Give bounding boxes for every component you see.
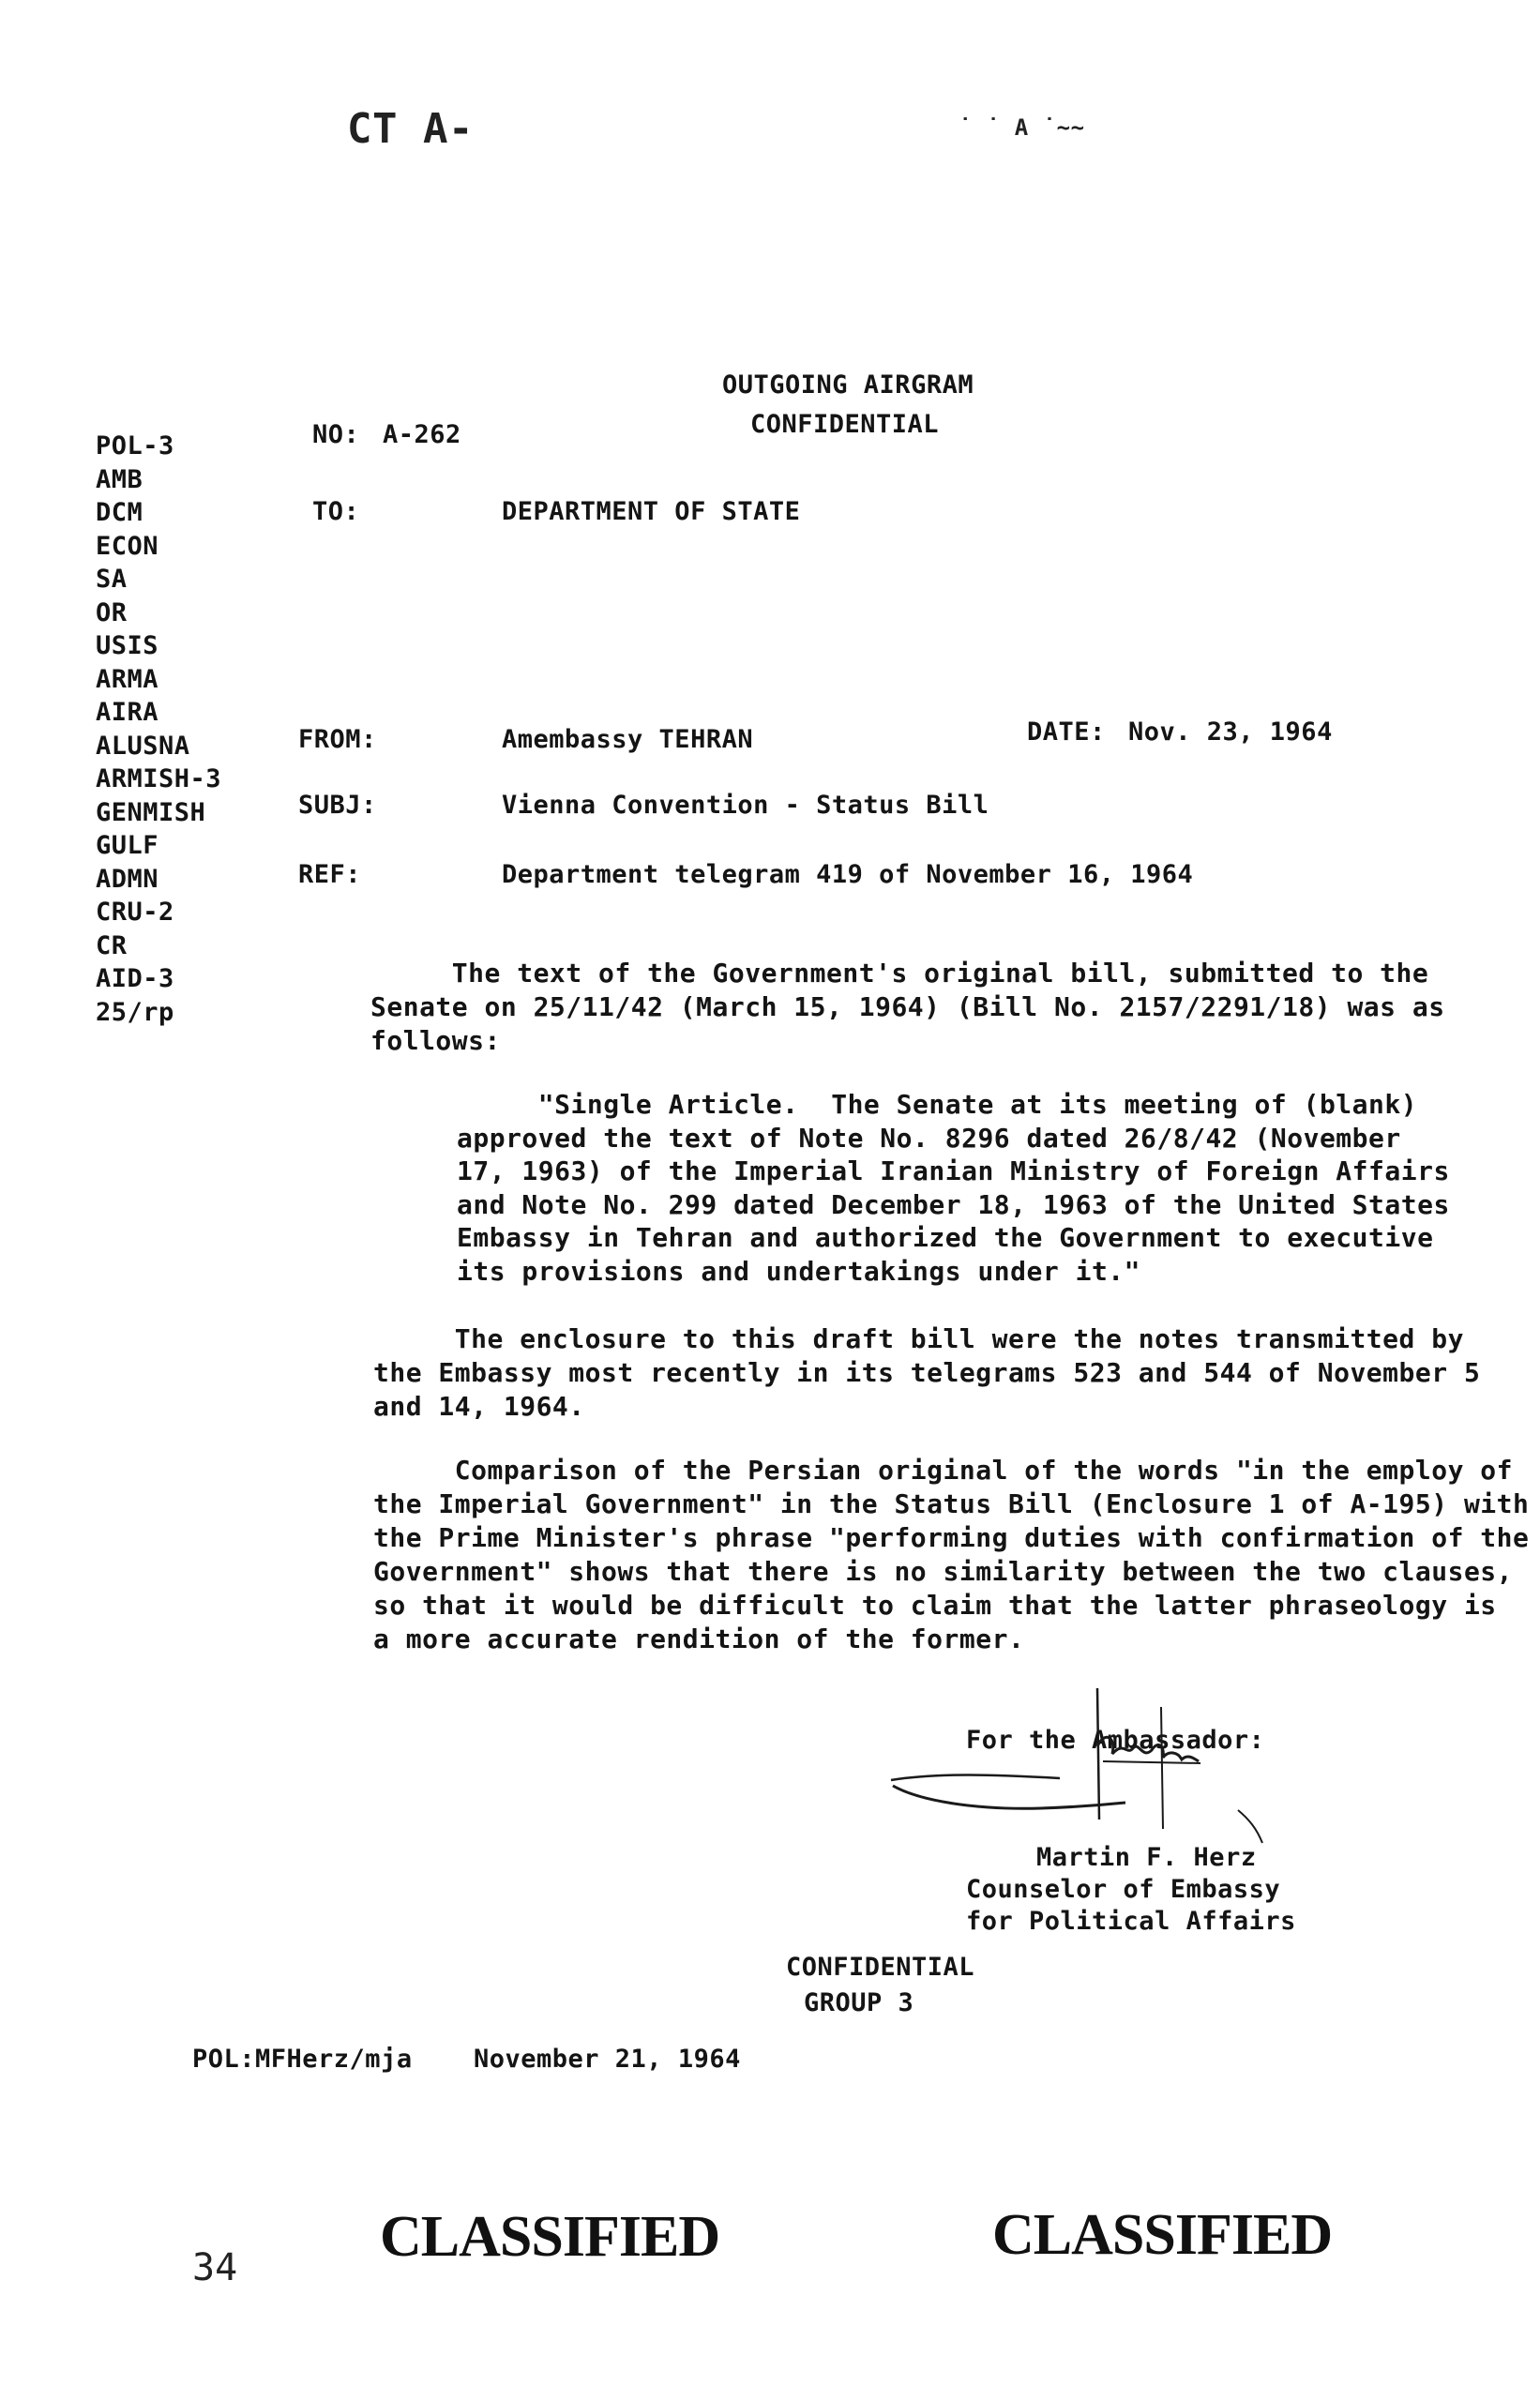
body-paragraph-3: Comparison of the Persian original of the words "in the employ of the Imperial Government" in the Status Bill (Enclosure 1 of A-195) with the Prime Minister's phrase "performing duties with confirmation of the Government" shows that there is no similarity between the two clauses, so that it would be difficult to claim that the latter phraseology is a more accurate rendition of the former. (373, 1455, 1530, 1654)
handwritten-signature (882, 1679, 1332, 1848)
drafter-initials: POL:MFHerz/mja (192, 2045, 413, 2074)
to-value: DEPARTMENT OF STATE (502, 497, 801, 526)
distribution-item: OR (96, 597, 128, 627)
page-number: 34 (192, 2246, 238, 2289)
distribution-item: CRU-2 (96, 898, 174, 927)
distribution-item: ECON (96, 531, 159, 561)
signer-title-2: for Political Affairs (966, 1907, 1296, 1936)
distribution-item: POL-3 (96, 431, 174, 461)
distribution-item: AID-3 (96, 964, 174, 993)
body-paragraph-1: The text of the Government's original bill, submitted to the Senate on 25/11/42 (March 15, 1964) (Bill No. 2157/2291/18) was as follows: (370, 958, 1445, 1056)
classified-stamp-left: CLASSIFIED (380, 2205, 720, 2269)
reference-value: Department telegram 419 of November 16, 1964 (502, 860, 1194, 889)
distribution-item: GENMISH (96, 797, 206, 827)
top-fragment-right: ˙ ˙ A ˙~~ (959, 114, 1085, 141)
body-paragraph-2: The enclosure to this draft bill were the notes transmitted by the Embassy most recently in its telegrams 523 and 544 of November 5 and 14, 1964. (373, 1323, 1481, 1422)
subject-value: Vienna Convention - Status Bill (502, 791, 989, 820)
distribution-item: AMB (96, 464, 143, 494)
distribution-item: USIS (96, 631, 159, 660)
distribution-item: SA (96, 565, 128, 594)
classified-stamp-right: CLASSIFIED (992, 2203, 1333, 2267)
distribution-item: CR (96, 930, 128, 960)
date-value: Nov. 23, 1964 (1128, 717, 1333, 747)
distribution-item: ALUSNA (96, 731, 190, 761)
distribution-item: ARMA (96, 664, 159, 694)
distribution-item: ADMN (96, 864, 159, 894)
distribution-item: 25/rp (96, 997, 174, 1027)
top-fragment-left: CT A- (347, 105, 474, 153)
distribution-list (96, 430, 221, 1029)
draft-date: November 21, 1964 (474, 2045, 741, 2074)
to-label: TO: (312, 497, 360, 526)
distribution-item: DCM (96, 498, 143, 527)
distribution-item: AIRA (96, 698, 159, 727)
signer-name: Martin F. Herz (1036, 1843, 1257, 1872)
footer-group: GROUP 3 (804, 1988, 914, 2017)
from-label: FROM: (298, 725, 377, 754)
number-label: NO: (312, 420, 360, 449)
distribution-item: GULF (96, 831, 159, 860)
date-label: DATE: (1027, 717, 1106, 747)
airgram-number: A-262 (383, 420, 461, 449)
airgram-title: OUTGOING AIRGRAM (722, 370, 974, 400)
footer-classification: CONFIDENTIAL (786, 1953, 975, 1982)
from-value: Amembassy TEHRAN (502, 725, 754, 754)
signer-title-1: Counselor of Embassy (966, 1875, 1281, 1904)
distribution-item: ARMISH-3 (96, 764, 222, 793)
subject-label: SUBJ: (298, 791, 377, 820)
signature-for-line: For the Ambassador: (966, 1726, 1265, 1755)
header-classification: CONFIDENTIAL (750, 410, 940, 439)
quoted-article: "Single Article. The Senate at its meeting of (blank) approved the text of Note No. 8296 dated 26/8/42 (November 17, 1963) of the Imperial Iranian Ministry of Foreign Affairs and Note No. 299 dated December 18, 1963 of the United States Embassy in Tehran and authorized the Government to executive its provisions and undertakings under it." (457, 1089, 1450, 1287)
reference-label: REF: (298, 860, 362, 889)
